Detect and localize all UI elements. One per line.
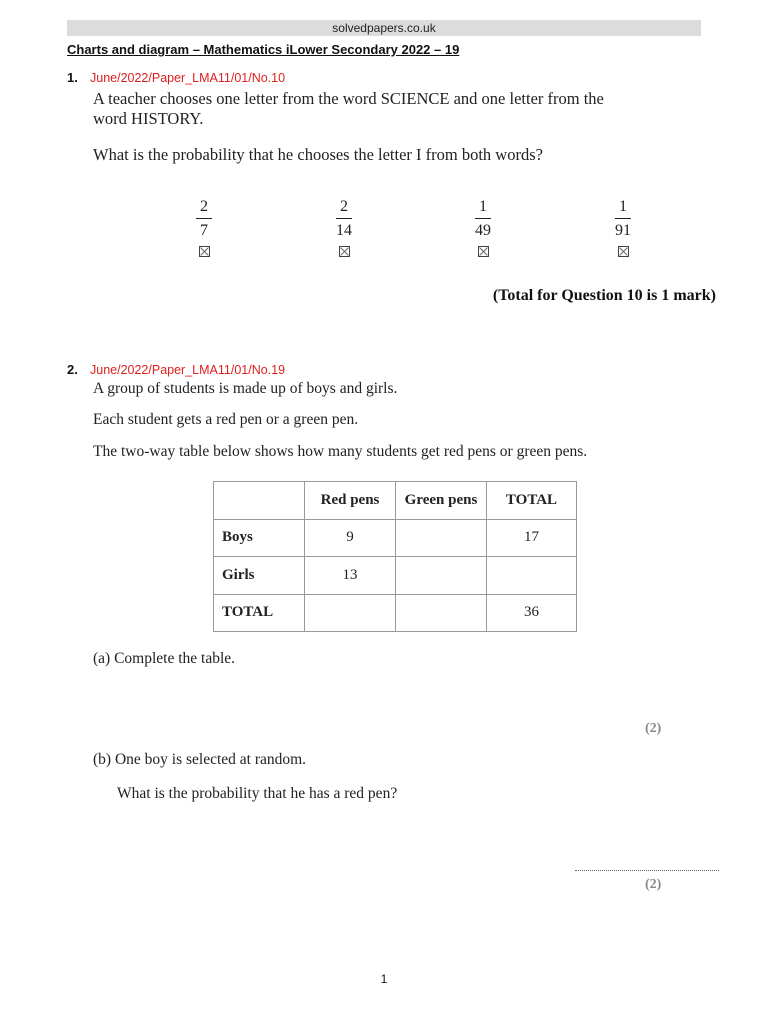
table-cell[interactable]: [305, 594, 396, 632]
table-header-cell: TOTAL: [487, 482, 577, 520]
table-cell[interactable]: 17: [487, 519, 577, 557]
option-d[interactable]: [603, 197, 643, 257]
table-cell[interactable]: 13: [305, 557, 396, 595]
table-header-cell: Green pens: [396, 482, 487, 520]
part-b-question: What is the probability that he has a red pen?: [117, 785, 398, 802]
part-a-instruction: (a) Complete the table.: [93, 650, 236, 667]
table-cell[interactable]: [396, 519, 487, 557]
row-label: Boys: [214, 519, 305, 557]
table-row: [214, 557, 577, 595]
part-b-marks: (2): [645, 877, 662, 892]
fraction-bar: [615, 218, 631, 219]
option-b-numerator: 2: [340, 198, 348, 215]
page-number: 1: [380, 972, 388, 986]
option-b-checkbox[interactable]: [339, 246, 350, 257]
question-2-text-line-3: The two-way table below shows how many students get red pens or green pens.: [93, 443, 588, 460]
question-2-reference: June/2022/Paper_LMA11/01/No.19: [90, 363, 286, 377]
site-banner: solvedpapers.co.uk: [67, 20, 701, 36]
table-row: [214, 594, 577, 632]
question-2-number: 2.: [67, 362, 78, 377]
table-cell[interactable]: 36: [487, 594, 577, 632]
table-header-row: [214, 482, 577, 520]
table-cell[interactable]: [487, 557, 577, 595]
fraction-bar: [336, 218, 352, 219]
document-title: Charts and diagram – Mathematics iLower Secondary 2022 – 19: [67, 42, 460, 57]
option-d-numerator: 1: [619, 198, 627, 215]
question-1-text-line-2: word HISTORY.: [93, 109, 204, 128]
option-c[interactable]: [463, 197, 503, 257]
option-a-denominator: 7: [200, 222, 208, 239]
option-d-checkbox[interactable]: [618, 246, 629, 257]
fraction-bar: [196, 218, 212, 219]
option-c-numerator: 1: [479, 198, 487, 215]
part-b-line-1: (b) One boy is selected at random.: [93, 751, 307, 768]
two-way-table: [213, 481, 577, 632]
option-b-denominator: 14: [336, 222, 352, 239]
answer-line[interactable]: [575, 870, 719, 871]
question-1-question: What is the probability that he chooses the letter I from both words?: [93, 145, 543, 164]
question-1-reference: June/2022/Paper_LMA11/01/No.10: [90, 71, 286, 85]
table-cell[interactable]: 9: [305, 519, 396, 557]
question-1-total-marks: (Total for Question 10 is 1 mark): [492, 287, 716, 304]
option-a-checkbox[interactable]: [199, 246, 210, 257]
question-2-text-line-2: Each student gets a red pen or a green pen.: [93, 411, 359, 428]
option-a-numerator: 2: [200, 198, 208, 215]
option-d-denominator: 91: [615, 222, 631, 239]
question-2-text-line-1: A group of students is made up of boys and girls.: [93, 380, 398, 397]
table-header-cell: [214, 482, 305, 520]
row-label: TOTAL: [214, 594, 305, 632]
table-cell[interactable]: [396, 557, 487, 595]
part-a-marks: (2): [645, 721, 662, 736]
question-1-number: 1.: [67, 70, 78, 85]
question-1-text-line-1: A teacher chooses one letter from the word SCIENCE and one letter from the: [93, 89, 604, 108]
table-cell[interactable]: [396, 594, 487, 632]
option-a[interactable]: [184, 197, 224, 257]
option-c-checkbox[interactable]: [478, 246, 489, 257]
table-header-cell: Red pens: [305, 482, 396, 520]
option-b[interactable]: [324, 197, 364, 257]
row-label: Girls: [214, 557, 305, 595]
option-c-denominator: 49: [475, 222, 491, 239]
fraction-bar: [475, 218, 491, 219]
table-row: [214, 519, 577, 557]
